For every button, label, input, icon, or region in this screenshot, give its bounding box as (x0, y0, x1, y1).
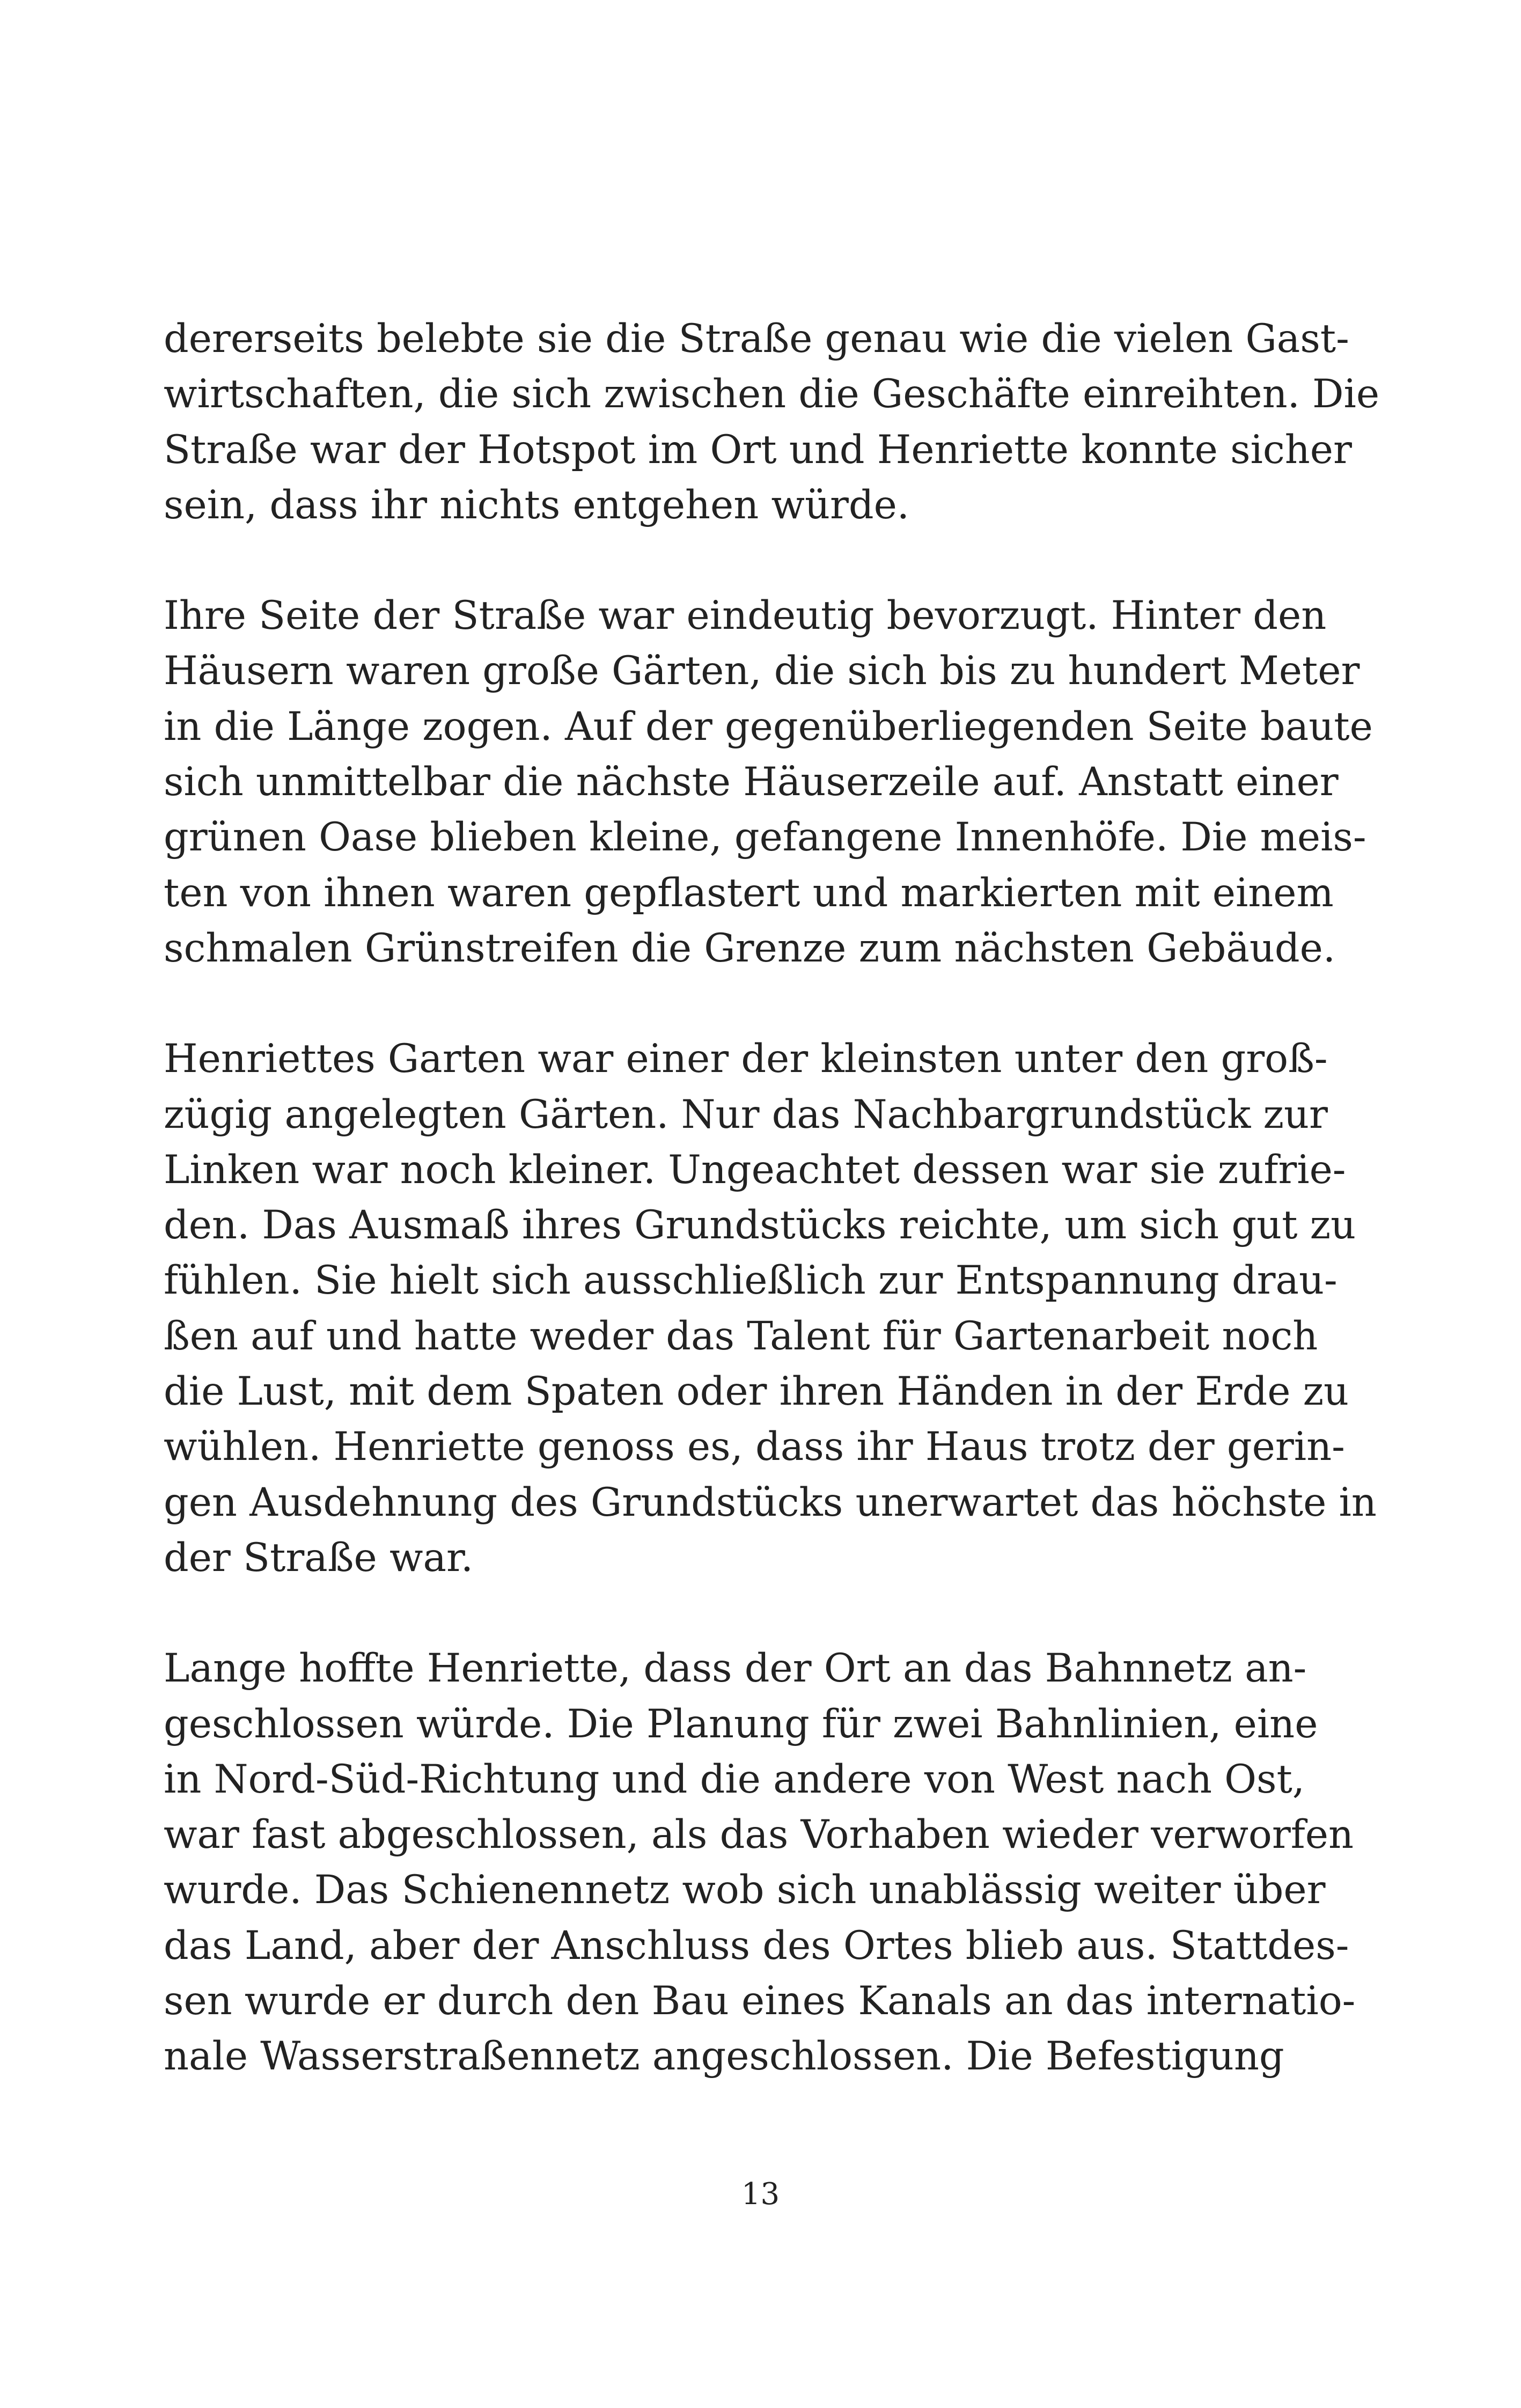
paragraph (164, 311, 1380, 533)
text-line: Häusern waren große Gärten, die sich bis zu hundert Meter (164, 648, 1360, 694)
text-line: fühlen. Sie hielt sich ausschließlich zur Entspannung drau- (164, 1258, 1338, 1304)
paragraph (164, 1641, 1356, 2084)
text-line: das Land, aber der Anschluss des Ortes blieb aus. Stattdes- (164, 1922, 1349, 1969)
text-line: ten von ihnen waren gepflastert und markierten mit einem (164, 870, 1334, 916)
text-line: in Nord-Süd-Richtung und die andere von West nach Ost, (164, 1756, 1305, 1802)
text-line: Ihre Seite der Straße war eindeutig bevorzugt. Hinter den (164, 593, 1327, 639)
paragraph (164, 1031, 1377, 1585)
text-line: der Straße war. (164, 1535, 474, 1581)
text-line: Linken war noch kleiner. Ungeachtet dessen war sie zufrie- (164, 1147, 1346, 1193)
text-line: Henriettes Garten war einer der kleinsten unter den groß- (164, 1036, 1328, 1082)
text-line: war fast abgeschlossen, als das Vorhaben wieder verworfen (164, 1812, 1354, 1858)
text-line: Straße war der Hotspot im Ort und Henriette konnte sicher (164, 427, 1352, 473)
text-line: wirtschaften, die sich zwischen die Geschäfte einreihten. Die (164, 371, 1380, 417)
text-line: nale Wasserstraßennetz angeschlossen. Die Befestigung (164, 2033, 1284, 2080)
text-line: in die Länge zogen. Auf der gegenüberliegenden Seite baute (164, 703, 1373, 750)
text-line: die Lust, mit dem Spaten oder ihren Händen in der Erde zu (164, 1369, 1349, 1415)
text-line: gen Ausdehnung des Grundstücks unerwartet das höchste in (164, 1479, 1377, 1525)
text-line: sein, dass ihr nichts entgehen würde. (164, 482, 909, 528)
text-line: wurde. Das Schienennetz wob sich unablässig weiter über (164, 1867, 1326, 1913)
text-line: schmalen Grünstreifen die Grenze zum nächsten Gebäude. (164, 925, 1336, 971)
text-line: sich unmittelbar die nächste Häuserzeile auf. Anstatt einer (164, 759, 1339, 805)
text-line: geschlossen würde. Die Planung für zwei Bahnlinien, eine (164, 1701, 1318, 1747)
text-line: zügig angelegten Gärten. Nur das Nachbargrundstück zur (164, 1091, 1328, 1137)
page-number: 13 (741, 2177, 780, 2212)
text-line: sen wurde er durch den Bau eines Kanals an das internatio- (164, 1978, 1356, 2024)
text-line: Lange hoffte Henriette, dass der Ort an das Bahnnetz an- (164, 1646, 1307, 1692)
text-line: grünen Oase blieben kleine, gefangene Innenhöfe. Die meis- (164, 814, 1366, 861)
body-text (164, 311, 1380, 2140)
text-line: ßen auf und hatte weder das Talent für Gartenarbeit noch (164, 1313, 1318, 1359)
paragraph (164, 588, 1373, 976)
text-line: dererseits belebte sie die Straße genau wie die vielen Gast- (164, 316, 1349, 362)
text-line: den. Das Ausmaß ihres Grundstücks reichte, um sich gut zu (164, 1202, 1356, 1249)
text-line: wühlen. Henriette genoss es, dass ihr Haus trotz der gerin- (164, 1424, 1345, 1470)
